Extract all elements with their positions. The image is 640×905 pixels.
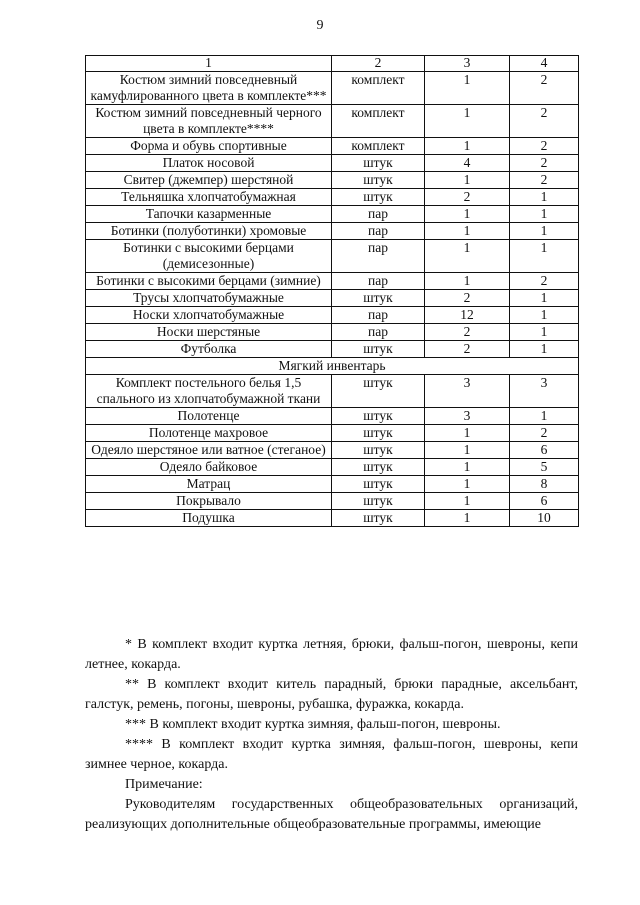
table-row (86, 138, 579, 155)
table-row (86, 493, 579, 510)
table-section (86, 358, 579, 375)
years-cell: 1 (510, 189, 579, 206)
item-name-cell: Одеяло шерстяное или ватное (стеганое) (86, 442, 332, 459)
table-row (86, 510, 579, 527)
quantity-cell: 2 (425, 189, 510, 206)
section-title: Мягкий инвентарь (86, 358, 579, 375)
years-cell: 5 (510, 459, 579, 476)
years-cell: 3 (510, 375, 579, 408)
quantity-cell: 1 (425, 240, 510, 273)
table-row (86, 459, 579, 476)
unit-cell: штук (332, 510, 425, 527)
note-heading: Примечание: (125, 777, 203, 792)
years-cell: 8 (510, 476, 579, 493)
inventory-table (85, 55, 579, 527)
item-name-cell: Костюм зимний повседневный камуфлированного цвета в комплекте*** (86, 72, 332, 105)
years-cell: 1 (510, 307, 579, 324)
table-row (86, 223, 579, 240)
table-row (86, 324, 579, 341)
years-cell: 6 (510, 442, 579, 459)
years-cell: 1 (510, 290, 579, 307)
table-row (86, 105, 579, 138)
table-row (86, 442, 579, 459)
quantity-cell: 2 (425, 341, 510, 358)
unit-cell: штук (332, 476, 425, 493)
table-row (86, 476, 579, 493)
quantity-cell: 1 (425, 493, 510, 510)
years-cell: 1 (510, 223, 579, 240)
section-row (86, 358, 579, 375)
quantity-cell: 3 (425, 408, 510, 425)
footnote: **** В комплект входит куртка зимняя, фальш-погон, шевроны, кепи зимнее черное, кокарда. (85, 737, 578, 772)
column-header: 2 (332, 56, 425, 72)
item-name-cell: Тельняшка хлопчатобумажная (86, 189, 332, 206)
years-cell: 2 (510, 273, 579, 290)
table-row (86, 172, 579, 189)
quantity-cell: 1 (425, 425, 510, 442)
years-cell: 1 (510, 341, 579, 358)
unit-cell: штук (332, 155, 425, 172)
quantity-cell: 1 (425, 138, 510, 155)
years-cell: 1 (510, 324, 579, 341)
table-row (86, 290, 579, 307)
table-row (86, 206, 579, 223)
item-name-cell: Форма и обувь спортивные (86, 138, 332, 155)
years-cell: 10 (510, 510, 579, 527)
item-name-cell: Ботинки с высокими берцами (зимние) (86, 273, 332, 290)
quantity-cell: 2 (425, 324, 510, 341)
table-row (86, 155, 579, 172)
item-name-cell: Матрац (86, 476, 332, 493)
unit-cell: комплект (332, 138, 425, 155)
unit-cell: штук (332, 493, 425, 510)
footnote: ** В комплект входит китель парадный, брюки парадные, аксельбант, галстук, ремень, погоны, шевроны, рубашка, фуражка, кокарда. (85, 677, 578, 712)
unit-cell: штук (332, 425, 425, 442)
table-row (86, 240, 579, 273)
table-row (86, 425, 579, 442)
years-cell: 2 (510, 105, 579, 138)
item-name-cell: Трусы хлопчатобумажные (86, 290, 332, 307)
years-cell: 2 (510, 72, 579, 105)
quantity-cell: 1 (425, 206, 510, 223)
quantity-cell: 1 (425, 510, 510, 527)
item-name-cell: Платок носовой (86, 155, 332, 172)
item-name-cell: Свитер (джемпер) шерстяной (86, 172, 332, 189)
years-cell: 2 (510, 425, 579, 442)
table-row (86, 307, 579, 324)
quantity-cell: 2 (425, 290, 510, 307)
footnotes (85, 635, 578, 835)
table-row (86, 72, 579, 105)
unit-cell: пар (332, 223, 425, 240)
quantity-cell: 1 (425, 459, 510, 476)
unit-cell: пар (332, 307, 425, 324)
table-body-clothing (86, 72, 579, 358)
quantity-cell: 12 (425, 307, 510, 324)
footnote: * В комплект входит куртка летняя, брюки, фальш-погон, шевроны, кепи летнее, кокарда. (85, 637, 578, 672)
quantity-cell: 1 (425, 442, 510, 459)
years-cell: 2 (510, 138, 579, 155)
item-name-cell: Костюм зимний повседневный черного цвета в комплекте**** (86, 105, 332, 138)
table-row (86, 375, 579, 408)
unit-cell: комплект (332, 72, 425, 105)
column-header: 3 (425, 56, 510, 72)
item-name-cell: Ботинки с высокими берцами (демисезонные) (86, 240, 332, 273)
item-name-cell: Одеяло байковое (86, 459, 332, 476)
unit-cell: пар (332, 206, 425, 223)
column-header: 4 (510, 56, 579, 72)
years-cell: 1 (510, 206, 579, 223)
item-name-cell: Футболка (86, 341, 332, 358)
unit-cell: штук (332, 290, 425, 307)
unit-cell: комплект (332, 105, 425, 138)
item-name-cell: Носки хлопчатобумажные (86, 307, 332, 324)
table-row (86, 189, 579, 206)
quantity-cell: 1 (425, 72, 510, 105)
years-cell: 2 (510, 155, 579, 172)
page-number: 9 (316, 18, 324, 33)
note-text: Руководителям государственных общеобразовательных организаций, реализующих дополнительные общеобразовательные программы, имеющие (85, 797, 578, 832)
table-body-soft-inventory (86, 375, 579, 527)
unit-cell: штук (332, 341, 425, 358)
unit-cell: штук (332, 189, 425, 206)
quantity-cell: 1 (425, 476, 510, 493)
years-cell: 1 (510, 240, 579, 273)
footnote: *** В комплект входит куртка зимняя, фальш-погон, шевроны. (125, 717, 501, 732)
unit-cell: штук (332, 408, 425, 425)
quantity-cell: 1 (425, 172, 510, 189)
item-name-cell: Ботинки (полуботинки) хромовые (86, 223, 332, 240)
unit-cell: пар (332, 273, 425, 290)
unit-cell: штук (332, 459, 425, 476)
item-name-cell: Полотенце (86, 408, 332, 425)
item-name-cell: Покрывало (86, 493, 332, 510)
table-row (86, 273, 579, 290)
years-cell: 6 (510, 493, 579, 510)
quantity-cell: 1 (425, 223, 510, 240)
table-header-row (86, 56, 579, 72)
unit-cell: штук (332, 442, 425, 459)
quantity-cell: 4 (425, 155, 510, 172)
unit-cell: штук (332, 375, 425, 408)
unit-cell: пар (332, 240, 425, 273)
table-row (86, 341, 579, 358)
years-cell: 1 (510, 408, 579, 425)
quantity-cell: 3 (425, 375, 510, 408)
quantity-cell: 1 (425, 105, 510, 138)
item-name-cell: Подушка (86, 510, 332, 527)
item-name-cell: Носки шерстяные (86, 324, 332, 341)
quantity-cell: 1 (425, 273, 510, 290)
item-name-cell: Комплект постельного белья 1,5 спального из хлопчатобумажной ткани (86, 375, 332, 408)
table-row (86, 408, 579, 425)
years-cell: 2 (510, 172, 579, 189)
unit-cell: пар (332, 324, 425, 341)
column-header: 1 (86, 56, 332, 72)
unit-cell: штук (332, 172, 425, 189)
item-name-cell: Полотенце махровое (86, 425, 332, 442)
item-name-cell: Тапочки казарменные (86, 206, 332, 223)
